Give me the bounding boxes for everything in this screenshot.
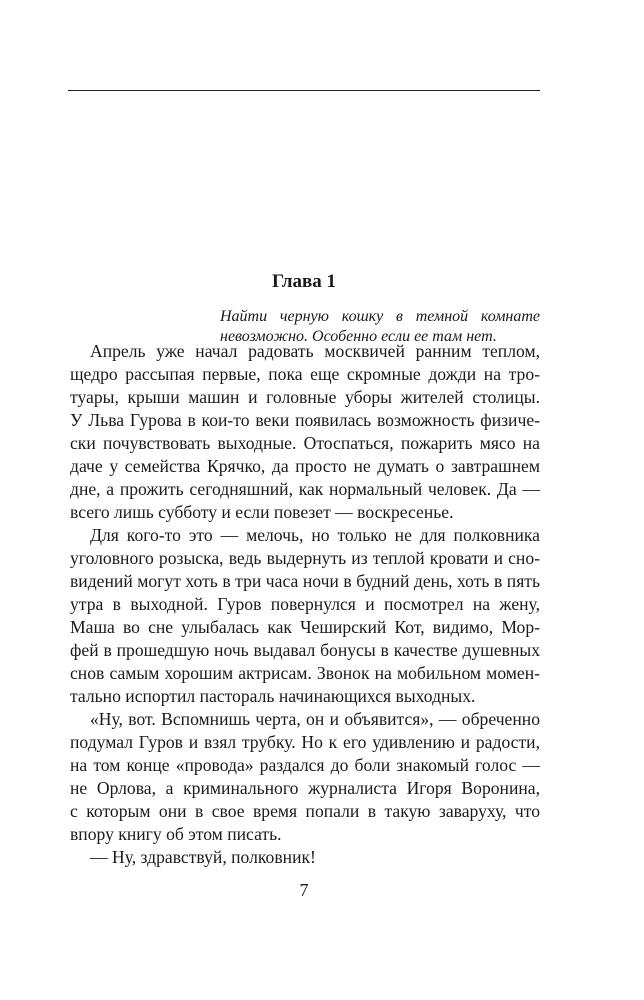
page-number: 7 <box>299 880 309 900</box>
text-line: щедро рассыпая первые, пока еще скромные дожди на тро- <box>70 364 540 384</box>
text-line: — Ну, здравствуй, полковник! <box>90 847 316 867</box>
text-line: Апрель уже начал радовать москвичей ранним теплом, <box>90 341 540 361</box>
epigraph-line: Найти черную кошку в темной комнате <box>220 308 540 325</box>
text-line: на том конце «провода» раздался до боли знакомый голос — <box>70 755 540 775</box>
epigraph-line: невозможно. Особенно если ее там нет. <box>220 328 497 345</box>
paragraph <box>70 524 540 708</box>
paragraph <box>70 846 540 869</box>
text-line: впору книгу об этом писать. <box>70 824 282 844</box>
text-line: туары, крыши машин и головные уборы жителей столицы. <box>70 387 540 407</box>
header-rule <box>68 90 540 91</box>
text-line: Для кого-то это — мелочь, но только не для полковника <box>90 525 540 545</box>
text-line: с которым они в свое время попали в такую заваруху, что <box>70 801 540 821</box>
text-line: У Льва Гурова в кои-то веки появилась возможность физиче- <box>70 410 540 430</box>
text-line: фей в прошедшую ночь выдавал бонусы в качестве душевных <box>70 640 540 660</box>
text-line: ски почувствовать выходные. Отоспаться, пожарить мясо на <box>70 433 540 453</box>
text-line: уголовного розыска, ведь выдернуть из теплой кровати и сно- <box>70 548 540 568</box>
text-line: Маша во сне улыбалась как Чеширский Кот, видимо, Мор- <box>70 617 540 637</box>
text-line: не Орлова, а криминального журналиста Игоря Воронина, <box>70 778 540 798</box>
text-line: тально испортил пастораль начинающихся выходных. <box>70 686 476 706</box>
paragraph <box>70 708 540 846</box>
body-text <box>70 340 540 869</box>
text-line: всего лишь субботу и если повезет — воскресенье. <box>70 502 454 522</box>
text-line: дне, а прожить сегодняшний, как нормальный человек. Да — <box>70 479 540 499</box>
text-line: снов самым хорошим актрисам. Звонок на мобильном момен- <box>70 663 540 683</box>
text-line: даче у семейства Крячко, да просто не думать о завтрашнем <box>70 456 540 476</box>
text-line: «Ну, вот. Вспомнишь черта, он и объявится», — обреченно <box>90 709 540 729</box>
chapter-title: Глава 1 <box>271 271 337 292</box>
paragraph <box>70 340 540 524</box>
text-line: видений могут хоть в три часа ночи в будний день, хоть в пять <box>70 571 540 591</box>
text-line: подумал Гуров и взял трубку. Но к его удивлению и радости, <box>70 732 540 752</box>
text-line: утра в выходной. Гуров повернулся и посмотрел на жену, <box>70 594 540 614</box>
